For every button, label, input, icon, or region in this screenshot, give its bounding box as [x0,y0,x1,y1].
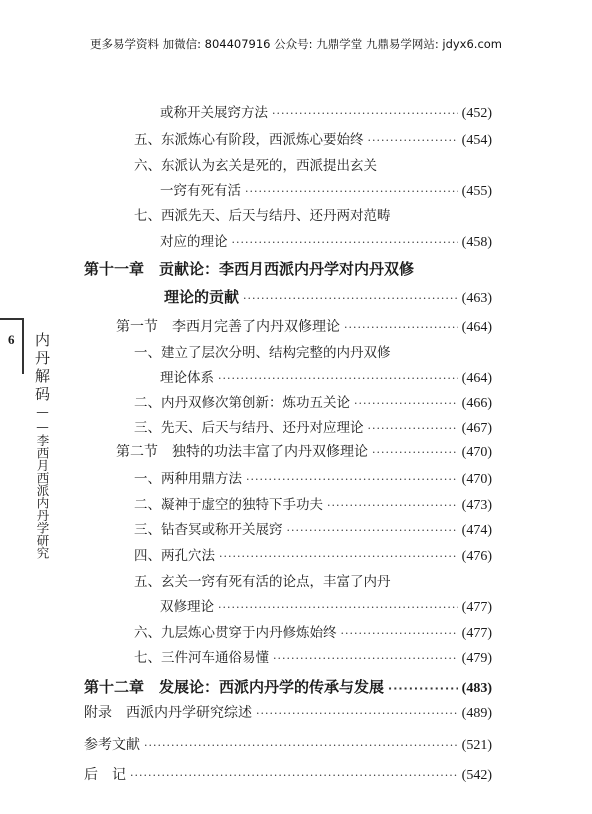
toc-entry [160,366,492,387]
toc-title: 一、两种用鼎方法 [134,471,242,487]
toc-page-number: (473) [461,498,492,513]
toc-title: 第十一章 贡献论：李西月西派内丹学对内丹双修 [84,260,415,278]
toc-title: 六、东派认为玄关是死的，西派提出玄关 [134,158,377,174]
toc-page-number: (476) [461,549,492,564]
page-number: 6 [8,332,15,347]
toc-page-number: (452) [461,106,492,121]
leader-dots [388,682,458,695]
leader-dots [341,627,458,640]
toc-page-number: (470) [461,445,492,460]
toc-entry [134,493,492,514]
toc-title: 一窍有死有活 [160,183,241,199]
toc-title: 二、内丹双修次第创新：炼功五关论 [134,395,350,411]
toc-entry [134,544,492,565]
toc-title: 理论体系 [160,370,214,386]
toc-title: 对应的理论 [160,234,228,250]
toc-page-number: (483) [461,681,492,696]
toc-entry [160,595,492,616]
toc-page-number: (463) [461,291,492,306]
toc-entry [134,154,492,174]
toc-title: 七、三件河车通俗易懂 [134,650,269,666]
toc-entry [134,416,492,437]
toc-page-number: (467) [461,421,492,436]
leader-dots [368,422,458,435]
leader-dots [372,446,458,459]
toc-title: 附录 西派内丹学研究综述 [84,705,252,721]
toc-page-number: (466) [461,396,492,411]
leader-dots [232,236,458,249]
toc-chapter [84,676,492,697]
leader-dots [245,185,458,198]
toc-title: 二、凝神于虚空的独特下手功夫 [134,497,323,513]
toc-title: 七、西派先天、后天与结丹、还丹两对范畴 [134,208,391,224]
toc-page-number: (470) [461,472,492,487]
leader-dots [218,372,458,385]
toc-entry [160,230,492,251]
leader-dots [246,473,458,486]
toc-title: 四、两孔穴法 [134,548,215,564]
leader-dots [144,739,458,752]
leader-dots [273,652,458,665]
running-title-sub: ——李西月西派内丹学研究 [35,404,50,559]
toc-title: 三、钻杳冥或称开关展窍 [134,522,283,538]
leader-dots [287,524,458,537]
toc-page-number: (521) [461,738,492,753]
leader-dots [344,321,458,334]
toc-page-number: (542) [461,768,492,783]
toc-page-number: (489) [461,706,492,721]
toc-title: 理论的贡献 [164,288,240,306]
leader-dots [327,499,458,512]
toc-entry [134,467,492,488]
toc-page-number: (477) [461,626,492,641]
leader-dots [219,550,458,563]
toc-title: 双修理论 [160,599,214,615]
toc-page-number: (464) [461,371,492,386]
toc-entry [160,101,492,122]
running-title-main: 内丹解码 [33,332,51,404]
toc-title: 三、先天、后天与结丹、还丹对应理论 [134,420,364,436]
leader-dots [130,769,458,782]
toc-section [116,316,492,336]
toc-page-number: (464) [461,320,492,335]
toc-page-number: (458) [461,235,492,250]
leader-dots [218,601,458,614]
toc-page-number: (454) [461,133,492,148]
toc-page-number: (479) [461,651,492,666]
toc-title: 五、东派炼心有阶段，西派炼心要始终 [134,132,364,148]
toc-section [116,441,492,461]
toc-entry [134,204,492,224]
toc-entry [134,341,492,361]
toc-page-number: (455) [461,184,492,199]
toc-appendix [84,702,492,722]
toc-entry [134,570,492,590]
toc-page-number: (477) [461,600,492,615]
leader-dots [272,107,458,120]
toc-references [84,734,492,754]
toc-chapter [84,258,492,279]
leader-dots [354,397,458,410]
toc-page-number: (474) [461,523,492,538]
toc-afterword [84,764,492,784]
toc-title: 后 记 [84,767,126,783]
page-header: 更多易学资料 加微信: 804407916 公众号: 九鼎学堂 九鼎易学网站: jdyx6.com [89,37,503,51]
toc-title: 参考文献 [84,737,140,753]
toc-title: 一、建立了层次分明、结构完整的内丹双修 [134,345,391,361]
toc-entry [160,179,492,200]
toc-entry [134,621,492,642]
toc-chapter-cont [164,286,492,307]
toc-title: 五、玄关一窍有死有活的论点，丰富了内丹 [134,574,391,590]
toc-title: 第十二章 发展论：西派内丹学的传承与发展 [84,678,385,696]
toc-entry [134,518,492,539]
toc-entry [134,128,492,149]
toc-title: 第一节 李西月完善了内丹双修理论 [116,319,340,335]
leader-dots [368,134,458,147]
toc-title: 第二节 独特的功法丰富了内丹双修理论 [116,444,368,460]
toc-entry [134,391,492,412]
leader-dots [256,707,458,720]
leader-dots [243,292,458,305]
toc-title: 六、九层炼心贯穿于内丹修炼始终 [134,625,337,641]
toc-title: 或称开关展窍方法 [160,105,268,121]
toc-entry [134,646,492,667]
